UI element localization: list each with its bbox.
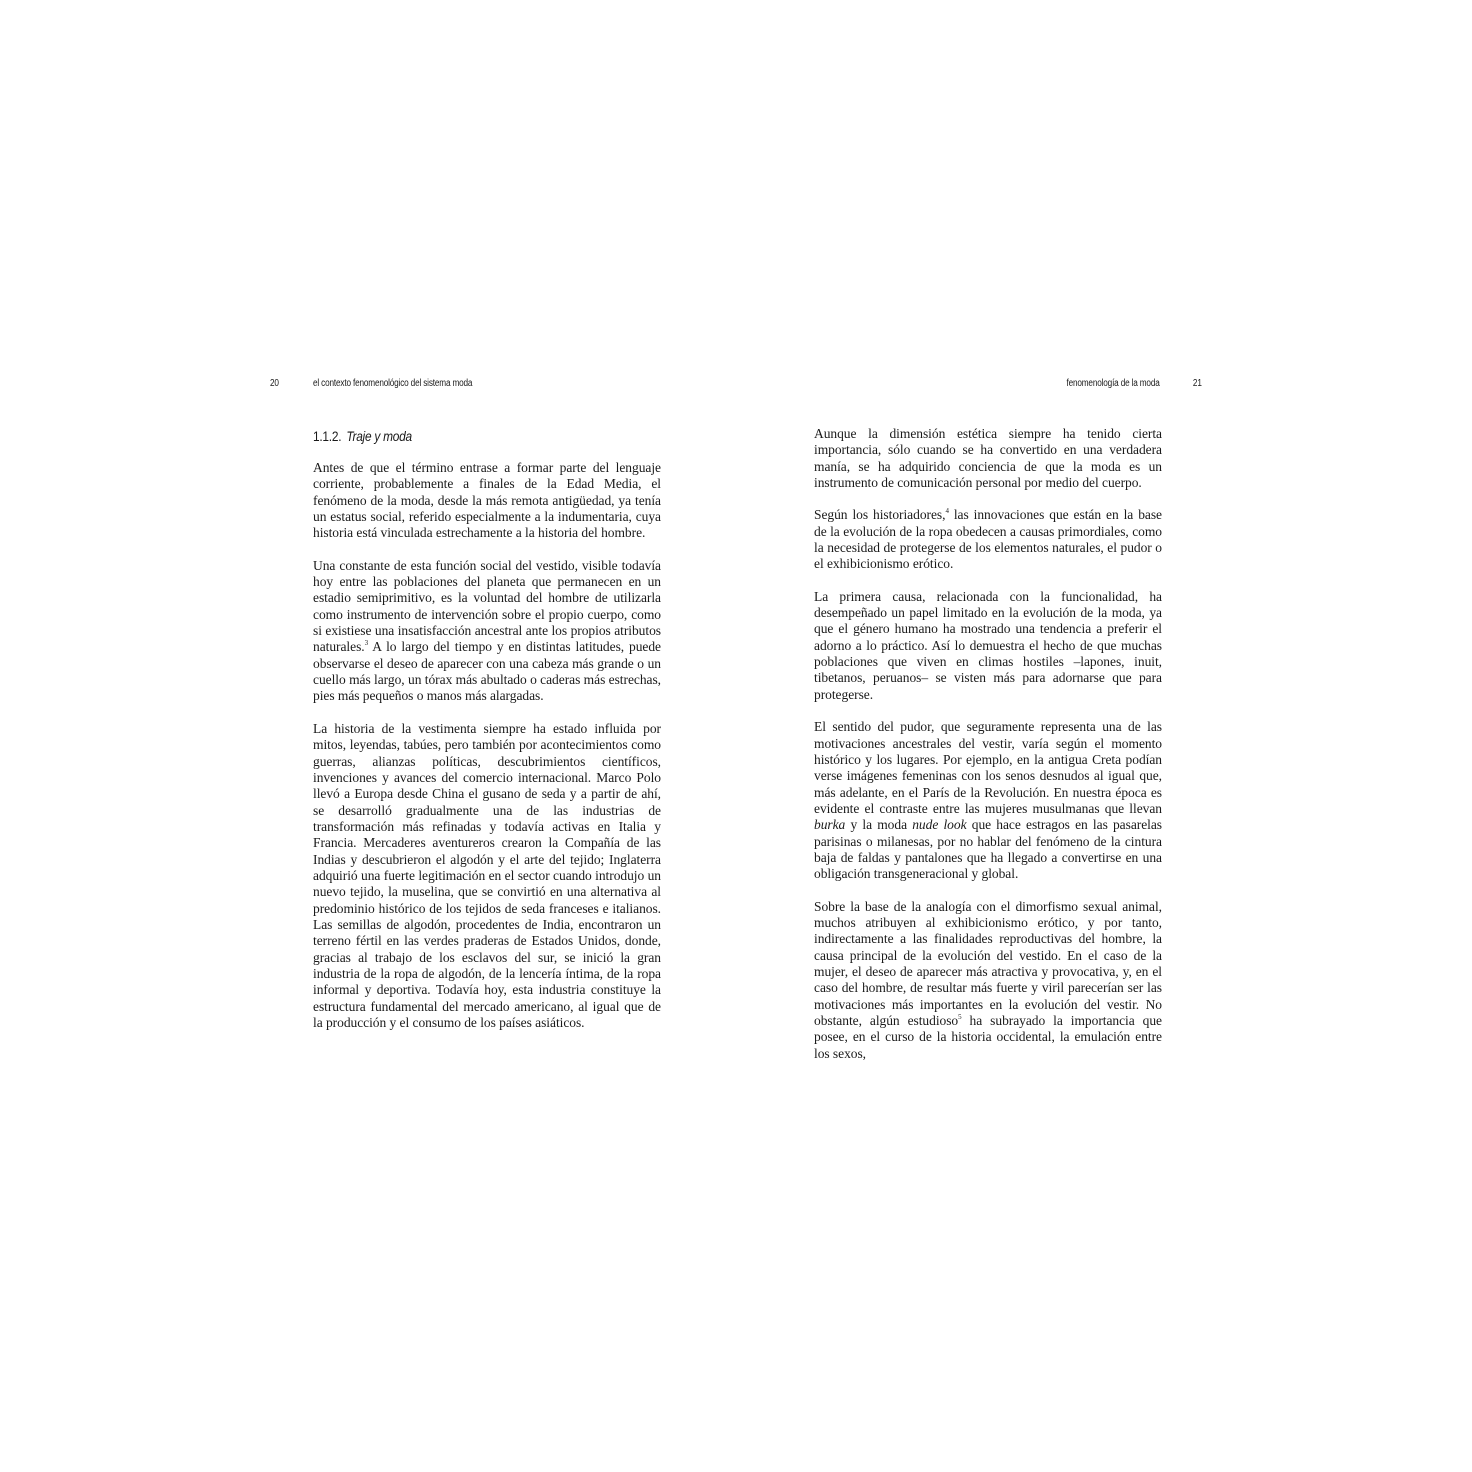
footnote-ref: 5 bbox=[958, 1013, 962, 1021]
paragraph-text: Antes de que el término entrase a formar parte del lenguaje corriente, probablemente a finales de la Edad Media, el fenómeno de la moda, desde la más remota antigüedad, ya tenía un estatus social, referido especialmente a la indumentaria, cuya historia está vinculada estrechamente a la historia del hombre. bbox=[313, 460, 661, 541]
paragraph bbox=[814, 426, 1162, 491]
paragraph bbox=[313, 721, 661, 1032]
italic-term: nude look bbox=[912, 817, 967, 833]
italic-term: burka bbox=[814, 817, 846, 833]
paragraph-text: La primera causa, relacionada con la funcionalidad, ha desempeñado un papel limitado en la evolución de la moda, ya que el género humano ha mostrado una tendencia a preferir el adorno a lo práctico. Así lo demuestra el hecho de que muchas poblaciones que viven en climas hostiles –lapones, inuit, tibetanos, peruanos– se visten más para adornarse que para protegerse. bbox=[814, 588, 1162, 702]
text-column bbox=[814, 426, 1162, 1078]
paragraph bbox=[814, 507, 1162, 572]
section-number: 1.1.2. bbox=[313, 428, 342, 444]
paragraph-text: las innovaciones que están en la base de la evolución de la ropa obedecen a causas primordiales, como la necesidad de protegerse de los elementos naturales, el pudor o el exhibicionismo erótico. bbox=[814, 507, 1162, 572]
paragraph-text: ha subrayado la importancia que posee, en el curso de la historia occidental, la emulación entre los sexos, bbox=[814, 1013, 1162, 1061]
paragraph-text: y la moda bbox=[845, 817, 913, 833]
text-column bbox=[313, 428, 661, 1047]
paragraph-text: A lo largo del tiempo y en distintas latitudes, puede observarse el deseo de aparecer con una cabeza más grande o un cuello más largo, un tórax más abultado o caderas más estrechas, pies más pequeños o manos más alargadas. bbox=[313, 639, 661, 704]
footnote-ref: 3 bbox=[364, 639, 369, 648]
paragraph-text: que hace estragos en las pasarelas parisinas o milanesas, por no hablar del fenómeno de la cintura baja de faldas y pantalones que ha llegado a convertirse en una obligación transgeneracional y global. bbox=[814, 817, 1162, 882]
paragraph-text: Según los historiadores, bbox=[814, 507, 946, 523]
section-heading bbox=[313, 428, 609, 444]
paragraph-text: La historia de la vestimenta siempre ha estado influida por mitos, leyendas, tabúes, pero también por acontecimientos como guerras, alianzas políticas, descubrimientos científicos, invenciones y avances del comercio internacional. Marco Polo llevó a Europa desde China el gusano de seda y a partir de ahí, se desarrolló gradualmente una de las industrias de transformación más refinadas y todavía activas en Italia y Francia. Mercaderes aventureros crearon la Compañía de las Indias y descubrieron el algodón y el arte del tejido; Inglaterra adquirió una fuerte legitimación en el sector cuando introdujo un nuevo tejido, la muselina, que se convirtió en una alternativa al predominio histórico de los tejidos de seda franceses e italianos. Las semillas de algodón, procedentes de India, encontraron un terreno fértil en las verdes praderas de Estados Unidos, donde, gracias al trabajo de los esclavos del sur, se inició la gran industria de la ropa de algodón, de la lencería íntima, de la ropa informal y deportiva. Todavía hoy, esta industria constituye la estructura fundamental del mercado americano, al igual que de la producción y el consumo de los países asiáticos. bbox=[313, 720, 661, 1030]
paragraph bbox=[313, 558, 661, 705]
section-title: Traje y moda bbox=[346, 428, 412, 444]
paragraph-text: Sobre la base de la analogía con el dimorfismo sexual animal, muchos atribuyen al exhibicionismo erótico, y por tanto, indirectamente a las finalidades reproductivas del hombre, la causa principal de la evolución del vestido. En el caso de la mujer, el deseo de aparecer más atractiva y provocativa, y, en el caso del hombre, de resultar más fuerte y viril parecerían ser las motivaciones más importantes en la evolución del vestir. No obstante, algún estudioso bbox=[814, 898, 1162, 1028]
paragraph bbox=[814, 899, 1162, 1062]
paragraph-text: Una constante de esta función social del vestido, visible todavía hoy entre las poblaciones del planeta que permanecen en un estadio semiprimitivo, es la voluntad del hombre de utilizarla como instrumento de intervención sobre el propio cuerpo, como si existiese una insatisfacción ancestral ante los propios atributos naturales. bbox=[313, 557, 661, 655]
footnote-ref: 4 bbox=[945, 507, 949, 516]
right-page bbox=[736, 0, 1472, 1472]
running-head: el contexto fenomenológico del sistema moda bbox=[313, 378, 473, 389]
paragraph-text: El sentido del pudor, que seguramente representa una de las motivaciones ancestrales del vestir, varía según el momento histórico y los lugares. Por ejemplo, en la antigua Creta podían verse imágenes femeninas con los senos desnudos al igual que, más adelante, en el París de la Revolución. En nuestra época es evidente el contraste entre las mujeres musulmanas que llevan bbox=[814, 719, 1162, 816]
paragraph bbox=[313, 460, 661, 542]
page-number: 20 bbox=[270, 378, 279, 389]
paragraph bbox=[814, 719, 1162, 882]
paragraph bbox=[814, 589, 1162, 703]
page-number: 21 bbox=[1193, 378, 1202, 389]
paragraph-text: Aunque la dimensión estética siempre ha tenido cierta importancia, sólo cuando se ha convertido en una verdadera manía, se ha adquirido conciencia de que la moda es un instrumento de comunicación personal por medio del cuerpo. bbox=[814, 426, 1162, 491]
running-head: fenomenología de la moda bbox=[1066, 378, 1160, 389]
